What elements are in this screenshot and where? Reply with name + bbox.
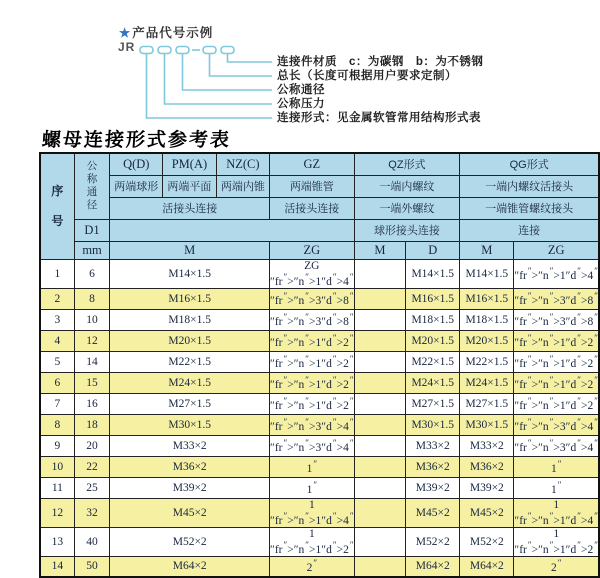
qg-m-cell: M16×1.5 [460, 288, 514, 309]
qz-d-cell: M30×1.5 [406, 414, 460, 435]
diameter-cell: 20 [74, 435, 110, 456]
table-row [40, 414, 599, 435]
qz-d-cell: M27×1.5 [406, 393, 460, 414]
zg-cell: ″fr″>″n″>3″d″>4″ [270, 435, 355, 456]
qz-d-cell: M64×2 [406, 556, 460, 577]
qg-zg-cell: ″fr″>″n″>1″d″>4″ [514, 259, 599, 288]
header-qg-connection: 连接 [460, 219, 599, 241]
m-thread-cell: M22×1.5 [110, 351, 270, 372]
header-col-gz: GZ [270, 153, 355, 175]
m-thread-cell: M33×2 [110, 435, 270, 456]
product-code-prefix: JR [118, 40, 136, 54]
table-body [40, 259, 599, 577]
diameter-cell: 40 [74, 527, 110, 556]
serial-cell: 7 [40, 393, 74, 414]
serial-cell: 13 [40, 527, 74, 556]
header-qg-m: M [460, 241, 514, 259]
table-header [40, 153, 599, 259]
header-col-qz: QZ形式 [354, 153, 460, 175]
header-qz-m: M [354, 241, 406, 259]
m-thread-cell: M30×1.5 [110, 414, 270, 435]
qz-m-cell [354, 393, 406, 414]
table-row [40, 330, 599, 351]
qz-d-cell: M18×1.5 [406, 309, 460, 330]
zg-cell: ZG ″fr″>″n″>1″d″>4″ [270, 259, 354, 288]
header-gz-desc: 两端锥管 [270, 175, 355, 197]
diameter-cell: 18 [74, 414, 110, 435]
qg-m-cell: M45×2 [460, 498, 514, 527]
diagram-label-length: 总长（长度可根据用户要求定制） [277, 70, 457, 82]
header-col-qg: QG形式 [460, 153, 599, 175]
header-col-pma: PM(A) [163, 153, 217, 175]
zg-cell: ″fr″>″n″>1″d″>2″ [270, 330, 355, 351]
header-union-connection: 活接头连接 [110, 197, 270, 219]
serial-cell: 5 [40, 351, 74, 372]
diagram-label-diameter: 公称通径 [277, 84, 325, 96]
zg-cell: 1 ″fr″>″n″>1″d″>2″ [270, 527, 354, 556]
diameter-cell: 6 [74, 259, 110, 288]
qz-d-cell: M20×1.5 [406, 330, 460, 351]
serial-cell: 3 [40, 309, 74, 330]
serial-cell: 12 [40, 498, 74, 527]
qg-m-cell: M52×2 [460, 527, 514, 556]
qg-zg-cell: 1 ″fr″>″n″>1″d″>2″ [514, 527, 598, 556]
qg-m-cell: M64×2 [460, 556, 514, 577]
qz-m-cell [354, 527, 406, 556]
header-empty-cell [110, 219, 354, 241]
table-row [40, 351, 599, 372]
qg-zg-cell: ″fr″>″n″>3″d″>8″ [514, 288, 599, 309]
diagram-heading [119, 23, 213, 41]
diameter-cell: 32 [74, 498, 110, 527]
page-title: 螺母连接形式参考表 [41, 130, 232, 151]
qz-d-cell: M36×2 [406, 456, 460, 477]
diameter-cell: 50 [74, 556, 110, 577]
m-thread-cell: M20×1.5 [110, 330, 270, 351]
diameter-cell: 10 [74, 309, 110, 330]
qz-m-cell [354, 456, 406, 477]
diameter-cell: 14 [74, 351, 110, 372]
zg-cell: ″fr″>″n″>3″d″>8″ [270, 309, 355, 330]
m-thread-cell: M24×1.5 [110, 372, 270, 393]
zg-cell: ″fr″>″n″>1″d″>2″ [270, 393, 355, 414]
qz-m-cell [354, 351, 406, 372]
table-row [40, 498, 599, 527]
zg-cell: ″fr″>″n″>3″d″>8″ [270, 288, 355, 309]
qz-d-cell: M33×2 [406, 435, 460, 456]
qz-m-cell [354, 556, 406, 577]
header-d1: D1 [74, 219, 110, 241]
m-thread-cell: M27×1.5 [110, 393, 270, 414]
serial-cell: 1 [40, 259, 74, 288]
header-m-thread: M [110, 241, 270, 259]
qz-d-cell: M22×1.5 [406, 351, 460, 372]
qz-m-cell [354, 372, 406, 393]
star-icon: ★ [119, 26, 132, 40]
header-nominal-diameter: 公 称 通 径 [74, 153, 110, 219]
qg-m-cell: M22×1.5 [460, 351, 514, 372]
diameter-cell: 16 [74, 393, 110, 414]
m-thread-cell: M14×1.5 [110, 259, 270, 288]
serial-cell: 10 [40, 456, 74, 477]
header-qg-taper-thread: 一端锥管螺纹接头 [460, 197, 599, 219]
qz-d-cell: M16×1.5 [406, 288, 460, 309]
zg-cell: 1″ [270, 456, 355, 477]
qg-m-cell: M33×2 [460, 435, 514, 456]
qg-zg-cell: ″fr″>″n″>1″d″>2″ [514, 351, 599, 372]
diameter-cell: 15 [74, 372, 110, 393]
diagram-heading-text: 产品代号示例 [132, 26, 214, 40]
nut-connection-reference-table [39, 152, 600, 578]
qg-m-cell: M18×1.5 [460, 309, 514, 330]
diagram-label-pressure: 公称压力 [277, 98, 325, 110]
zg-cell: 1 ″fr″>″n″>1″d″>4″ [270, 498, 354, 527]
code-callout-lines [147, 54, 273, 119]
diameter-cell: 22 [74, 456, 110, 477]
table-row [40, 477, 599, 498]
qg-zg-cell: ″fr″>″n″>3″d″>4″ [514, 414, 599, 435]
qg-zg-cell: ″fr″>″n″>3″d″>8″ [514, 309, 599, 330]
table-row [40, 556, 599, 577]
qg-zg-cell: ″fr″>″n″>1″d″>2″ [514, 330, 599, 351]
serial-cell: 9 [40, 435, 74, 456]
qz-m-cell [354, 477, 406, 498]
table-row [40, 372, 599, 393]
serial-cell: 8 [40, 414, 74, 435]
qz-m-cell [354, 309, 406, 330]
serial-cell: 6 [40, 372, 74, 393]
m-thread-cell: M18×1.5 [110, 309, 270, 330]
qz-d-cell: M52×2 [406, 527, 460, 556]
header-col-nzc: NZ(C) [216, 153, 269, 175]
qg-m-cell: M30×1.5 [460, 414, 514, 435]
qg-m-cell: M24×1.5 [460, 372, 514, 393]
header-serial-number: 序 号 [40, 153, 74, 259]
diagram-label-material: 连接件材质 c：为碳钢 b：为不锈钢 [277, 56, 484, 68]
diameter-cell: 25 [74, 477, 110, 498]
qz-d-cell: M39×2 [406, 477, 460, 498]
table-row [40, 393, 599, 414]
qg-m-cell: M14×1.5 [460, 259, 514, 288]
m-thread-cell: M52×2 [110, 527, 270, 556]
header-gz-union-connection: 活接头连接 [270, 197, 355, 219]
table-row [40, 288, 599, 309]
diameter-cell: 8 [74, 288, 110, 309]
qz-d-cell: M45×2 [406, 498, 460, 527]
qz-m-cell [354, 435, 406, 456]
qz-m-cell [354, 259, 406, 288]
header-mm: mm [74, 241, 110, 259]
qg-m-cell: M27×1.5 [460, 393, 514, 414]
serial-cell: 11 [40, 477, 74, 498]
m-thread-cell: M39×2 [110, 477, 270, 498]
qz-d-cell: M14×1.5 [406, 259, 460, 288]
code-box-icons [140, 47, 234, 54]
table-row [40, 259, 599, 288]
qg-zg-cell: 1″ [514, 477, 599, 498]
header-qz-d: D [406, 241, 460, 259]
header-qz-ball-joint: 球形接头连接 [354, 219, 460, 241]
qz-d-cell: M24×1.5 [406, 372, 460, 393]
m-thread-cell: M64×2 [110, 556, 270, 577]
qg-zg-cell: ″fr″>″n″>1″d″>2″ [514, 393, 599, 414]
m-thread-cell: M36×2 [110, 456, 270, 477]
qg-m-cell: M20×1.5 [460, 330, 514, 351]
table-row [40, 527, 599, 556]
serial-cell: 2 [40, 288, 74, 309]
diagram-label-connection: 连接形式：见金属软管常用结构形式表 [277, 112, 481, 124]
table-row [40, 456, 599, 477]
qz-m-cell [354, 498, 406, 527]
table-row [40, 309, 599, 330]
zg-cell: 2″ [270, 556, 355, 577]
qg-zg-cell: ″fr″>″n″>1″d″>2″ [514, 372, 599, 393]
header-qd-desc: 两端球形 [110, 175, 163, 197]
m-thread-cell: M45×2 [110, 498, 270, 527]
header-qz-desc: 一端内螺纹 [354, 175, 460, 197]
qz-m-cell [354, 414, 406, 435]
table-row [40, 435, 599, 456]
qg-m-cell: M39×2 [460, 477, 514, 498]
zg-cell: ″fr″>″n″>1″d″>2″ [270, 351, 355, 372]
m-thread-cell: M16×1.5 [110, 288, 270, 309]
header-qg-desc: 一端内螺纹活接头 [460, 175, 599, 197]
header-col-qd: Q(D) [110, 153, 163, 175]
serial-cell: 14 [40, 556, 74, 577]
header-pma-desc: 两端平面 [163, 175, 217, 197]
zg-cell: ″fr″>″n″>1″d″>2″ [270, 372, 355, 393]
diameter-cell: 12 [74, 330, 110, 351]
header-qz-external-thread: 一端外螺纹 [354, 197, 460, 219]
qg-m-cell: M36×2 [460, 456, 514, 477]
qz-m-cell [354, 288, 406, 309]
zg-cell: 1″ [270, 477, 355, 498]
qz-m-cell [354, 330, 406, 351]
serial-cell: 4 [40, 330, 74, 351]
header-gz-zg: ZG [270, 241, 355, 259]
qg-zg-cell: 1 ″fr″>″n″>1″d″>4″ [514, 498, 598, 527]
header-qg-zg: ZG [514, 241, 599, 259]
zg-cell: ″fr″>″n″>3″d″>4″ [270, 414, 355, 435]
qg-zg-cell: 2″ [514, 556, 599, 577]
qg-zg-cell: ″fr″>″n″>3″d″>4″ [514, 435, 599, 456]
qg-zg-cell: 1″ [514, 456, 599, 477]
header-nzc-desc: 两端内锥 [216, 175, 269, 197]
